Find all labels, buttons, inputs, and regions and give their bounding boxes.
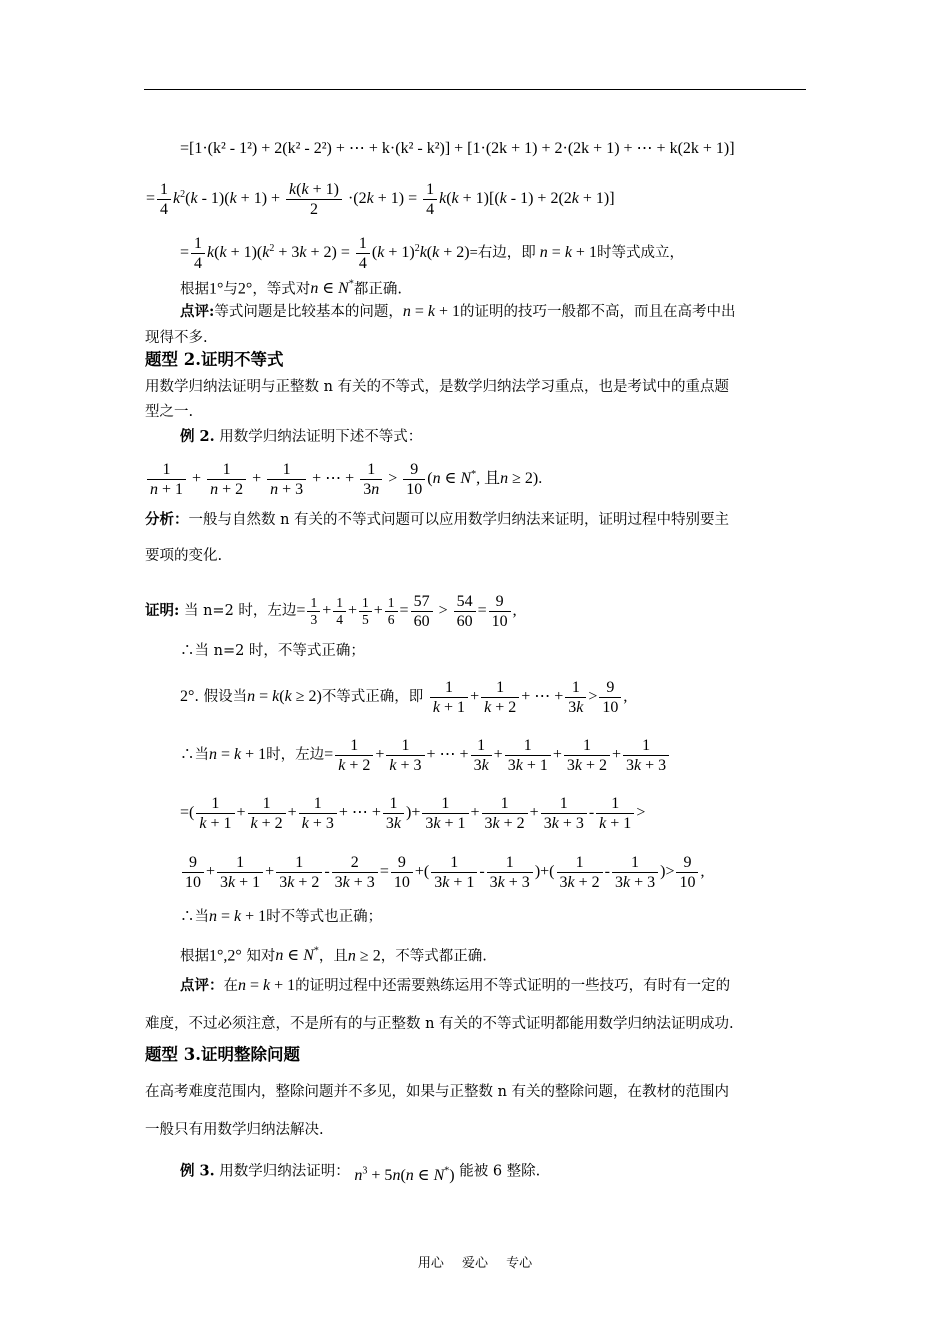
section-2-intro-cont: 型之一. <box>145 404 194 420</box>
therefore-inductive: ∴当n = k + 1时不等式也正确； <box>180 908 383 925</box>
section-2-intro: 用数学归纳法证明与正整数 n 有关的不等式，是数学归纳法学习重点，也是考试中的重点题 <box>145 379 730 395</box>
example-2-inequality: $\frac{1}{n + 1}$ + $\frac{1}{n + 2}$ + $\frac{1}{n + 3}$ + ⋯ + $\frac{1}{3n}$ > $\frac{9}{10}$ (n ∈ N*, 且n ≥ 2). <box>145 460 542 499</box>
example-3: 例 3. 用数学归纳法证明： $n^3 + 5n(n$ ∈ N*) 能被 6 整除. <box>180 1162 541 1185</box>
comment-2: 点评：在n = k + 1的证明过程中还需要熟练运用不等式证明的一些技巧，有时有一定的 <box>180 977 731 994</box>
example-2: 例 2. 用数学归纳法证明下述不等式： <box>180 428 423 445</box>
header-rule <box>144 89 806 90</box>
inductive-step-2: =( $\frac{1}{k + 1}$ + $\frac{1}{k + 2}$ + $\frac{1}{k + 3}$ + ⋯ + $\frac{1}{3k}$ )+ $\frac{1}{3k + 1}$ + $\frac{1}{3k + 2}$ + $\frac{1}{3k + 3}$ - $\frac{1}{k + 1}$ > <box>180 795 646 832</box>
analysis-cont: 要项的变化. <box>145 548 223 564</box>
page-footer: 用心 爱心 专心 <box>417 1256 533 1271</box>
inductive-step-1: ∴当n = k + 1时，左边= $\frac{1}{k + 2}$ + $\frac{1}{k + 3}$ + ⋯ + $\frac{1}{3k}$ + $\frac{1}{3k + 1}$ + $\frac{1}{3k + 2}$ + $\frac{1}{3k + 3}$ <box>180 736 671 775</box>
section-3-intro-cont: 一般只有用数学归纳法解决. <box>145 1122 324 1138</box>
comment-2-cont: 难度，不过必须注意，不是所有的与正整数 n 有关的不等式证明都能用数学归纳法证明成功. <box>145 1016 734 1032</box>
inductive-step-3: $\frac{9}{10}$ + $\frac{1}{3k + 1}$ + $\frac{1}{3k + 2}$ - $\frac{2}{3k + 3}$ = $\frac{9}{10}$ +( $\frac{1}{3k + 1}$ - $\frac{1}{3k + 3}$ )+( $\frac{1}{3k + 2}$ - $\frac{1}{3k + 3}$ )> $\frac{9}{10}$ , <box>180 853 704 892</box>
section-3-intro: 在高考难度范围内，整除问题并不多见，如果与正整数 n 有关的整除问题，在教材的范围内 <box>145 1084 730 1100</box>
equation-line-1: =[1·(k² - 1²) + 2(k² - 2²) + ⋯ + k·(k² - k²)] + [1·(2k + 1) + 2·(2k + 1) + ⋯ + k(2k + 1)] <box>180 140 735 157</box>
conclusion-line: 根据1°与2°，等式对n ∈ N*都正确. <box>180 279 402 298</box>
conclusion-2: 根据1°,2° 知对n ∈ N*，且n ≥ 2，不等式都正确. <box>180 946 487 965</box>
proof-base-case: 证明: 当 n=2 时，左边= $\frac{1}{3}$ + $\frac{1}{4}$ + $\frac{1}{5}$ + $\frac{1}{6}$ = $\frac{57}{60}$ > $\frac{54}{60}$ = $\frac{9}{10}$ , <box>145 593 517 630</box>
comment-1: 点评:等式问题是比较基本的问题，n = k + 1的证明的技巧一般都不高，而且在高考中出 <box>180 303 736 320</box>
section-3-title: 题型 3.证明整除问题 <box>145 1045 300 1064</box>
comment-1-cont: 现得不多. <box>145 330 208 346</box>
analysis: 分析：一般与自然数 n 有关的不等式问题可以应用数学归纳法来证明，证明过程中特别要主 <box>145 511 730 528</box>
equation-line-3: = $\frac{1}{4}$ $k(k + 1)(k^2 + 3k + 2)$ = $\frac{1}{4}$ $(k + 1)^2k(k + 2)=$右边，即 n = k + 1时等式成立， <box>180 235 684 272</box>
section-2-title: 题型 2.证明不等式 <box>145 350 284 369</box>
equation-line-2: = $\frac{1}{4}$ $k^2(k - 1)(k + 1)$ + $\frac{k(k + 1)}{2}$ ·(2k + 1) = $\frac{1}{4}$ k(k + 1)[(k - 1) + 2(2k + 1)] <box>146 181 615 218</box>
therefore-base: ∴当 n=2 时，不等式正确； <box>180 643 365 659</box>
inductive-hypothesis: 2°. 假设当n = k(k ≥ 2)不等式正确，即 $\frac{1}{k + 1}$ + $\frac{1}{k + 2}$ + ⋯ + $\frac{1}{3k}$ > $\frac{9}{10}$ , <box>180 679 628 716</box>
